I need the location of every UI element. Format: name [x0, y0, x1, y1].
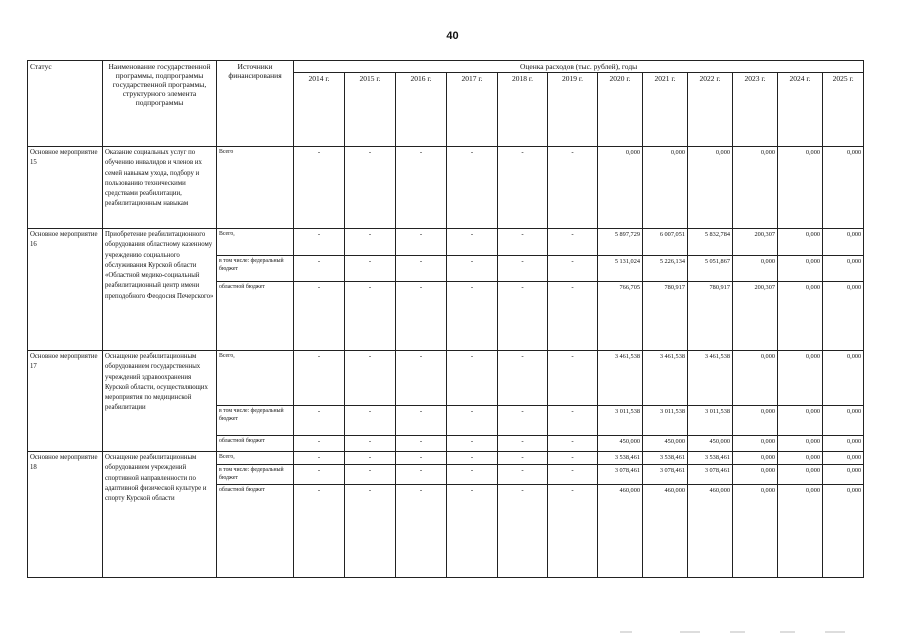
value-cell: - — [345, 436, 396, 452]
value-cell: - — [396, 452, 447, 465]
value-cell: - — [396, 406, 447, 436]
value-cell: 0,000 — [823, 282, 864, 351]
value-cell: - — [498, 485, 548, 578]
value-cell: 0,000 — [778, 147, 823, 229]
value-cell: - — [345, 229, 396, 256]
value-cell: 450,000 — [643, 436, 688, 452]
value-cell: - — [498, 452, 548, 465]
source-cell: в том числе: федеральный бюджет — [217, 256, 294, 282]
source-cell: Всего — [217, 147, 294, 229]
value-cell: 0,000 — [778, 485, 823, 578]
value-cell: 780,917 — [643, 282, 688, 351]
year-header: 2020 г. — [598, 73, 643, 147]
value-cell: 3 461,538 — [688, 351, 733, 406]
source-cell: Всего, — [217, 452, 294, 465]
value-cell: - — [396, 436, 447, 452]
value-cell: - — [396, 147, 447, 229]
value-cell: 3 011,538 — [598, 406, 643, 436]
value-cell: - — [548, 465, 598, 485]
value-cell: - — [548, 282, 598, 351]
value-cell: 0,000 — [823, 256, 864, 282]
value-cell: 460,000 — [643, 485, 688, 578]
value-cell: - — [294, 282, 345, 351]
value-cell: 5 832,784 — [688, 229, 733, 256]
value-cell: - — [447, 351, 498, 406]
value-cell: 0,000 — [778, 465, 823, 485]
value-cell: 200,307 — [733, 282, 778, 351]
value-cell: - — [498, 436, 548, 452]
value-cell: - — [498, 229, 548, 256]
value-cell: 0,000 — [733, 351, 778, 406]
value-cell: 0,000 — [823, 406, 864, 436]
value-cell: - — [447, 436, 498, 452]
value-cell: - — [294, 452, 345, 465]
header-source: Источники финансирования — [217, 61, 294, 147]
value-cell: - — [294, 229, 345, 256]
status-cell: Основное мероприятие 18 — [28, 452, 103, 578]
value-cell: - — [447, 485, 498, 578]
value-cell: 3 078,461 — [643, 465, 688, 485]
value-cell: 3 078,461 — [688, 465, 733, 485]
value-cell: 450,000 — [598, 436, 643, 452]
source-cell: областной бюджет — [217, 282, 294, 351]
source-cell: в том числе: федеральный бюджет — [217, 465, 294, 485]
value-cell: - — [345, 256, 396, 282]
value-cell: 460,000 — [598, 485, 643, 578]
value-cell: - — [345, 351, 396, 406]
value-cell: - — [548, 436, 598, 452]
year-header: 2019 г. — [548, 73, 598, 147]
name-cell: Оказание социальных услуг по обучению инвалидов и членов их семей навыкам ухода, подбору и пользованию техническими средствами реабилитации, реабилитационным навыкам — [103, 147, 217, 229]
value-cell: 766,705 — [598, 282, 643, 351]
value-cell: - — [447, 452, 498, 465]
value-cell: - — [548, 406, 598, 436]
year-header: 2022 г. — [688, 73, 733, 147]
table-row — [28, 452, 864, 465]
source-cell: Всего, — [217, 351, 294, 406]
value-cell: - — [548, 452, 598, 465]
value-cell: - — [548, 485, 598, 578]
value-cell: - — [548, 147, 598, 229]
year-header: 2023 г. — [733, 73, 778, 147]
value-cell: 0,000 — [823, 485, 864, 578]
value-cell: 0,000 — [823, 229, 864, 256]
status-cell: Основное мероприятие 17 — [28, 351, 103, 452]
value-cell: - — [345, 282, 396, 351]
value-cell: - — [498, 465, 548, 485]
value-cell: 0,000 — [688, 147, 733, 229]
value-cell: 0,000 — [733, 256, 778, 282]
table-row — [28, 229, 864, 256]
value-cell: 0,000 — [823, 351, 864, 406]
value-cell: - — [294, 485, 345, 578]
value-cell: - — [396, 282, 447, 351]
value-cell: 5 897,729 — [598, 229, 643, 256]
name-cell: Оснащение реабилитационным оборудованием государственных учреждений здравоохранения Курской области, осуществляющих мероприятия по медицинской реабилитации — [103, 351, 217, 452]
value-cell: 0,000 — [733, 406, 778, 436]
value-cell: - — [447, 282, 498, 351]
status-cell: Основное мероприятие 15 — [28, 147, 103, 229]
value-cell: - — [396, 485, 447, 578]
value-cell: - — [548, 256, 598, 282]
value-cell: - — [498, 147, 548, 229]
source-cell: Всего, — [217, 229, 294, 256]
year-header: 2015 г. — [345, 73, 396, 147]
value-cell: - — [498, 282, 548, 351]
value-cell: 0,000 — [823, 465, 864, 485]
value-cell: 0,000 — [778, 406, 823, 436]
value-cell: - — [396, 256, 447, 282]
value-cell: - — [396, 351, 447, 406]
value-cell: - — [294, 147, 345, 229]
status-cell: Основное мероприятие 16 — [28, 229, 103, 351]
value-cell: 0,000 — [733, 436, 778, 452]
year-header: 2018 г. — [498, 73, 548, 147]
value-cell: - — [396, 229, 447, 256]
value-cell: 5 226,134 — [643, 256, 688, 282]
value-cell: 0,000 — [643, 147, 688, 229]
value-cell: 0,000 — [823, 147, 864, 229]
value-cell: - — [498, 351, 548, 406]
header-name: Наименование государственной программы, подпрограммы государственной программы, структурного элемента подпрограммы — [103, 61, 217, 147]
value-cell: 0,000 — [733, 452, 778, 465]
value-cell: 3 461,538 — [598, 351, 643, 406]
value-cell: 780,917 — [688, 282, 733, 351]
table-row — [28, 351, 864, 406]
value-cell: - — [447, 147, 498, 229]
value-cell: - — [498, 256, 548, 282]
value-cell: 3 461,538 — [643, 351, 688, 406]
scan-artifact-marks — [620, 630, 850, 634]
value-cell: - — [294, 436, 345, 452]
header-estimate: Оценка расходов (тыс. рублей), годы — [294, 61, 864, 73]
source-cell: областной бюджет — [217, 436, 294, 452]
source-cell: областной бюджет — [217, 485, 294, 578]
value-cell: - — [345, 452, 396, 465]
value-cell: 5 131,024 — [598, 256, 643, 282]
value-cell: 0,000 — [733, 465, 778, 485]
value-cell: 0,000 — [823, 452, 864, 465]
value-cell: 3 011,538 — [688, 406, 733, 436]
value-cell: 3 538,461 — [688, 452, 733, 465]
value-cell: - — [447, 406, 498, 436]
value-cell: 0,000 — [778, 351, 823, 406]
value-cell: 0,000 — [778, 436, 823, 452]
year-header: 2024 г. — [778, 73, 823, 147]
value-cell: - — [548, 351, 598, 406]
value-cell: - — [345, 465, 396, 485]
value-cell: - — [294, 465, 345, 485]
value-cell: - — [396, 465, 447, 485]
year-header: 2014 г. — [294, 73, 345, 147]
value-cell: 460,000 — [688, 485, 733, 578]
value-cell: 3 078,461 — [598, 465, 643, 485]
table-row — [28, 147, 864, 229]
value-cell: 0,000 — [733, 147, 778, 229]
value-cell: 0,000 — [778, 256, 823, 282]
value-cell: - — [447, 229, 498, 256]
value-cell: - — [447, 465, 498, 485]
value-cell: 200,307 — [733, 229, 778, 256]
value-cell: 0,000 — [778, 229, 823, 256]
value-cell: 3 538,461 — [643, 452, 688, 465]
value-cell: - — [345, 485, 396, 578]
value-cell: 0,000 — [598, 147, 643, 229]
value-cell: - — [294, 351, 345, 406]
header-status: Статус — [28, 61, 103, 147]
year-header: 2016 г. — [396, 73, 447, 147]
value-cell: - — [548, 229, 598, 256]
value-cell: - — [294, 406, 345, 436]
value-cell: 3 538,461 — [598, 452, 643, 465]
name-cell: Оснащение реабилитационным оборудованием учреждений спортивной направленности по адаптивной физической культуре и спорту Курской области — [103, 452, 217, 578]
value-cell: 0,000 — [733, 485, 778, 578]
value-cell: 0,000 — [823, 436, 864, 452]
name-cell: Приобретение реабилитационного оборудования областному казенному учреждению социального обслуживания Курской области «Областной медико-социальный реабилитационный центр имени преподобного Феодосия Печерского» — [103, 229, 217, 351]
expenditure-table — [27, 60, 864, 578]
value-cell: 6 007,051 — [643, 229, 688, 256]
source-cell: в том числе: федеральный бюджет — [217, 406, 294, 436]
year-header: 2025 г. — [823, 73, 864, 147]
value-cell: - — [498, 406, 548, 436]
year-header: 2021 г. — [643, 73, 688, 147]
value-cell: 0,000 — [778, 452, 823, 465]
page-number: 40 — [446, 30, 459, 42]
value-cell: 450,000 — [688, 436, 733, 452]
value-cell: - — [345, 147, 396, 229]
year-header: 2017 г. — [447, 73, 498, 147]
value-cell: - — [294, 256, 345, 282]
value-cell: - — [345, 406, 396, 436]
value-cell: - — [447, 256, 498, 282]
value-cell: 5 051,867 — [688, 256, 733, 282]
value-cell: 0,000 — [778, 282, 823, 351]
value-cell: 3 011,538 — [643, 406, 688, 436]
